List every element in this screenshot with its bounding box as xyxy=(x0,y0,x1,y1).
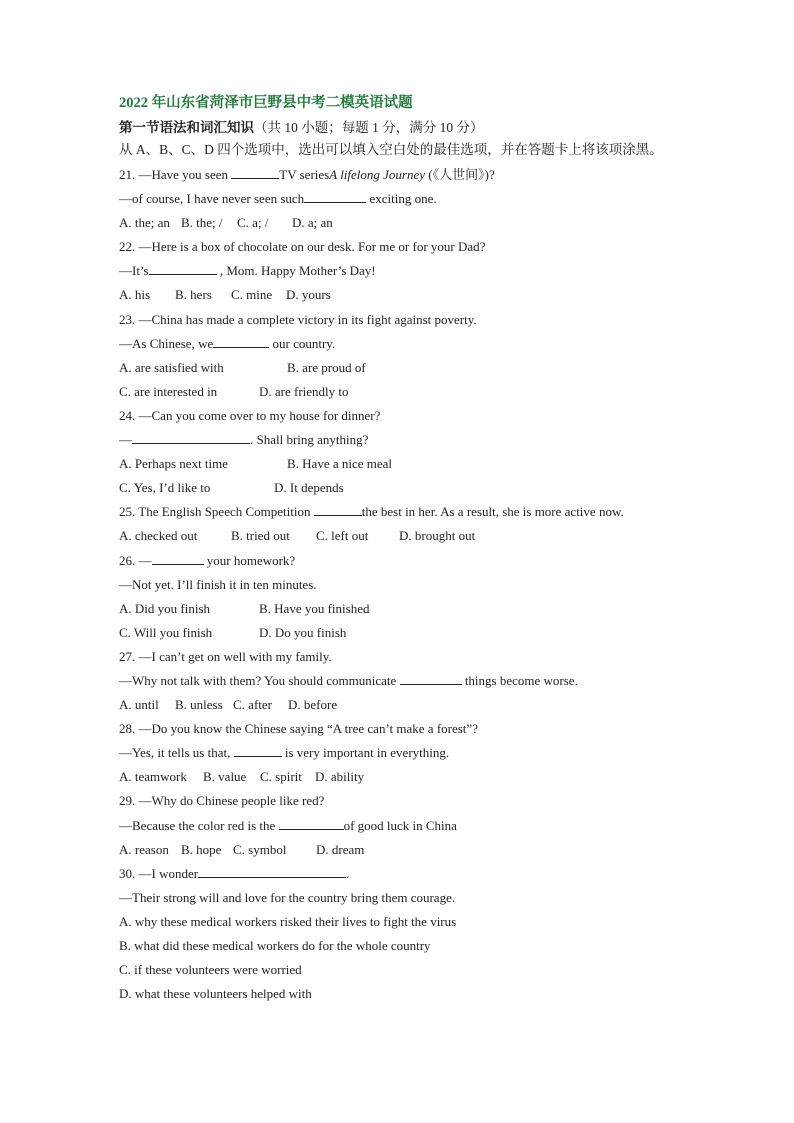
option-a[interactable]: A. his xyxy=(119,287,151,303)
section-name: 第一节语法和词汇知识 xyxy=(119,120,254,135)
question-26-response: —Not yet. I’ll finish it in ten minutes. xyxy=(119,576,317,592)
option-d[interactable]: D. brought out xyxy=(399,528,476,544)
option-a[interactable]: A. teamwork xyxy=(119,769,187,785)
option-d[interactable]: D. are friendly to xyxy=(259,383,349,399)
option-d[interactable]: D. dream xyxy=(316,841,365,857)
answer-blank xyxy=(231,166,279,179)
section-instruction: 从 A、B、C、D 四个选项中，选出可以填入空白处的最佳选项，并在答题卡上将该项涂黑。 xyxy=(119,142,663,157)
option-b[interactable]: B. unless xyxy=(175,697,223,713)
option-b[interactable]: B. Have a nice meal xyxy=(287,456,393,472)
answer-blank xyxy=(198,865,346,878)
question-23-response: —As Chinese, we our country. xyxy=(119,335,336,351)
option-d[interactable]: D. before xyxy=(288,697,338,713)
question-23-options-ab xyxy=(119,356,719,380)
option-a[interactable]: A. checked out xyxy=(119,528,198,544)
option-c[interactable]: C. after xyxy=(233,697,272,713)
question-21-options xyxy=(119,211,719,235)
answer-blank xyxy=(234,744,282,757)
option-b[interactable]: B. Have you finished xyxy=(259,600,370,616)
section-meta: （共 10 小题；每题 1 分，满分 10 分） xyxy=(254,120,484,135)
option-a[interactable]: A. Perhaps next time xyxy=(119,456,229,472)
option-c[interactable]: C. spirit xyxy=(260,769,302,785)
question-30-option-a[interactable]: A. why these medical workers risked their lives to fight the virus xyxy=(119,913,457,929)
question-23-options-cd xyxy=(119,380,719,404)
option-a[interactable]: A. reason xyxy=(119,841,169,857)
option-c[interactable]: C. left out xyxy=(316,528,369,544)
question-25-prompt: 25. The English Speech Competition the best in her. As a result, she is more active now. xyxy=(119,504,624,520)
answer-blank xyxy=(213,335,269,348)
answer-blank xyxy=(314,503,362,516)
option-d[interactable]: D. a; an xyxy=(292,215,333,231)
question-23-prompt: 23. —China has made a complete victory in its fight against poverty. xyxy=(119,311,477,327)
question-24-options-cd xyxy=(119,476,719,500)
option-d[interactable]: D. It depends xyxy=(274,480,344,496)
question-27-prompt: 27. —I can’t get on well with my family. xyxy=(119,648,332,664)
option-c[interactable]: C. are interested in xyxy=(119,383,218,399)
page-title: 2022 年山东省菏泽市巨野县中考二模英语试题 xyxy=(119,95,413,111)
question-29-response: —Because the color red is the of good luck in China xyxy=(119,817,457,833)
question-22-prompt: 22. —Here is a box of chocolate on our desk. For me or for your Dad? xyxy=(119,239,486,255)
question-26-prompt: 26. — your homework? xyxy=(119,552,296,568)
option-d[interactable]: D. Do you finish xyxy=(259,624,347,640)
question-27-response: —Why not talk with them? You should communicate things become worse. xyxy=(119,672,578,688)
option-a[interactable]: A. the; an xyxy=(119,215,170,231)
question-30-option-b[interactable]: B. what did these medical workers do for the whole country xyxy=(119,938,431,953)
option-b[interactable]: B. hers xyxy=(175,287,212,303)
question-30-option-c[interactable]: C. if these volunteers were worried xyxy=(119,962,302,978)
question-27-options xyxy=(119,693,719,717)
question-25-options xyxy=(119,524,719,548)
option-c[interactable]: C. Yes, I’d like to xyxy=(119,480,211,496)
option-c[interactable]: C. mine xyxy=(231,287,273,303)
option-c[interactable]: C. Will you finish xyxy=(119,624,213,640)
option-a[interactable]: A. Did you finish xyxy=(119,600,210,616)
question-21-response: —of course, I have never seen such exciting one. xyxy=(119,191,437,207)
answer-blank xyxy=(149,262,217,275)
answer-blank xyxy=(152,552,204,565)
option-b[interactable]: B. hope xyxy=(181,841,222,857)
option-b[interactable]: B. the; / xyxy=(181,215,223,231)
question-22-options xyxy=(119,283,719,307)
question-29-options xyxy=(119,838,719,862)
question-29-prompt: 29. —Why do Chinese people like red? xyxy=(119,793,325,809)
option-d[interactable]: D. ability xyxy=(315,769,365,785)
option-b[interactable]: B. tried out xyxy=(231,528,290,544)
question-22-response: —It’s , Mom. Happy Mother’s Day! xyxy=(119,263,376,279)
option-d[interactable]: D. yours xyxy=(286,287,331,303)
option-b[interactable]: B. are proud of xyxy=(287,359,366,375)
answer-blank xyxy=(279,817,344,830)
question-30-prompt: 30. —I wonder . xyxy=(119,865,350,881)
option-a[interactable]: A. until xyxy=(119,697,159,713)
question-21-prompt: 21. —Have you seen TV seriesA lifelong Journey (《人世间》)? xyxy=(119,167,495,182)
question-24-prompt: 24. —Can you come over to my house for dinner? xyxy=(119,407,381,423)
option-c[interactable]: C. a; / xyxy=(237,215,269,231)
document-page xyxy=(119,93,719,1006)
question-26-options-cd xyxy=(119,621,719,645)
option-b[interactable]: B. value xyxy=(203,769,247,785)
question-24-options-ab xyxy=(119,452,719,476)
answer-blank xyxy=(132,431,250,444)
question-30-response: —Their strong will and love for the country bring them courage. xyxy=(119,889,456,905)
question-28-options xyxy=(119,765,719,789)
section-header xyxy=(119,119,719,137)
question-26-options-ab xyxy=(119,597,719,621)
question-28-response: —Yes, it tells us that, is very important in everything. xyxy=(119,745,450,761)
question-30-option-d[interactable]: D. what these volunteers helped with xyxy=(119,986,312,1002)
option-a[interactable]: A. are satisfied with xyxy=(119,359,224,375)
answer-blank xyxy=(304,190,366,203)
question-28-prompt: 28. —Do you know the Chinese saying “A tree can’t make a forest”? xyxy=(119,721,478,737)
question-24-response: — . Shall bring anything? xyxy=(119,432,369,448)
option-c[interactable]: C. symbol xyxy=(233,841,287,857)
answer-blank xyxy=(400,672,462,685)
